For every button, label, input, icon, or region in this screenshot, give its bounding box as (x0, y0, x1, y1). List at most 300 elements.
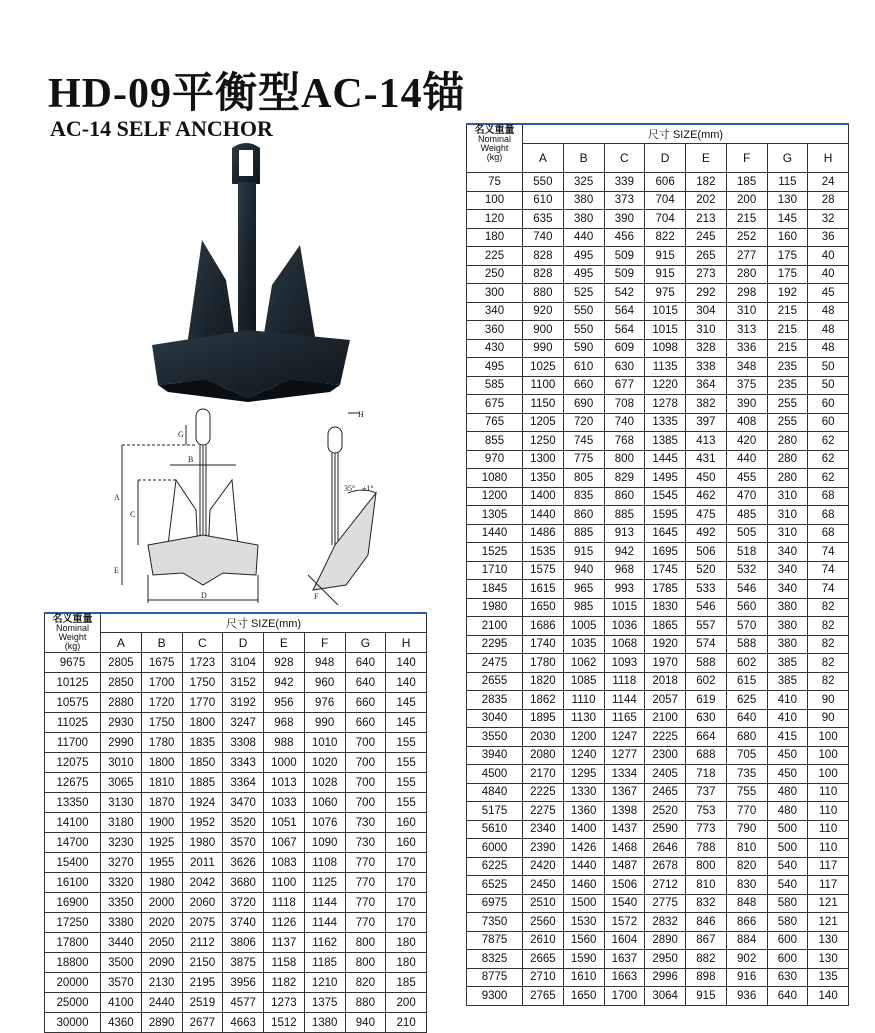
table-row (467, 820, 849, 839)
nominal-weight-en1: Nominal (55, 623, 89, 633)
dimension-cell: 730 (345, 833, 386, 853)
dimension-cell: 1460 (563, 876, 604, 895)
table-row (467, 728, 849, 747)
dimension-cell: 2112 (182, 933, 223, 953)
dimension-cell: 1500 (563, 894, 604, 913)
column-header-c: C (182, 633, 223, 653)
dimension-cell: 965 (563, 580, 604, 599)
dimension-cell: 880 (345, 993, 386, 1013)
dimension-cell: 62 (808, 432, 849, 451)
nominal-weight-cell: 1525 (467, 543, 523, 562)
dimension-cell: 160 (386, 833, 427, 853)
dimension-cell: 822 (645, 228, 686, 247)
dimension-cell: 570 (726, 617, 767, 636)
dimension-cell: 1575 (523, 561, 564, 580)
column-header-g: G (345, 633, 386, 653)
dimension-cell: 1135 (645, 358, 686, 377)
dimension-cell: 848 (726, 894, 767, 913)
dimension-cell: 1220 (645, 376, 686, 395)
dimension-cell: 1820 (523, 672, 564, 691)
dimension-cell: 1723 (182, 653, 223, 673)
dimension-cell: 546 (726, 580, 767, 599)
dimension-cell: 380 (767, 617, 808, 636)
dimension-cell: 130 (808, 950, 849, 969)
dimension-cell: 1015 (645, 302, 686, 321)
dimension-cell: 255 (767, 395, 808, 414)
dimension-cell: 2610 (523, 931, 564, 950)
dimension-cell: 170 (386, 913, 427, 933)
dimension-cell: 182 (686, 173, 727, 192)
dimension-cell: 62 (808, 469, 849, 488)
dimension-cell: 1750 (141, 713, 182, 733)
dimension-cell: 770 (345, 893, 386, 913)
table-row (467, 635, 849, 654)
dimension-cell: 60 (808, 395, 849, 414)
dimension-cell: 615 (726, 672, 767, 691)
dimension-cell: 509 (604, 265, 645, 284)
dimension-cell: 2042 (182, 873, 223, 893)
dimension-cell: 1740 (523, 635, 564, 654)
dimension-cell: 2880 (101, 693, 142, 713)
dimension-cell: 1130 (563, 709, 604, 728)
dimension-cell: 280 (767, 469, 808, 488)
dimension-cell: 680 (726, 728, 767, 747)
dimension-cell: 185 (726, 173, 767, 192)
dimension-cell: 1604 (604, 931, 645, 950)
table-row (467, 691, 849, 710)
dimension-cell: 480 (767, 802, 808, 821)
dimension-cell: 82 (808, 672, 849, 691)
dimension-cell: 1020 (304, 753, 345, 773)
nominal-weight-cell: 75 (467, 173, 523, 192)
dimension-cell: 755 (726, 783, 767, 802)
dimension-cell: 800 (604, 450, 645, 469)
dimension-cell: 2405 (645, 765, 686, 784)
dimension-cell: 3350 (101, 893, 142, 913)
dimension-cell: 790 (726, 820, 767, 839)
table-row (467, 302, 849, 321)
dimension-cell: 500 (767, 820, 808, 839)
dimension-cell: 1980 (141, 873, 182, 893)
dimension-cell: 110 (808, 802, 849, 821)
nominal-weight-en1: Nominal (477, 134, 511, 144)
dimension-cell: 590 (563, 339, 604, 358)
nominal-weight-cell: 2835 (467, 691, 523, 710)
dimension-cell: 385 (767, 654, 808, 673)
dimension-cell: 1158 (264, 953, 305, 973)
dimension-cell: 1398 (604, 802, 645, 821)
dimension-cell: 606 (645, 173, 686, 192)
nominal-weight-cell: 7350 (467, 913, 523, 932)
dimension-cell: 145 (767, 210, 808, 229)
dimension-cell: 2390 (523, 839, 564, 858)
dimension-cell: 688 (686, 746, 727, 765)
nominal-weight-cell: 3040 (467, 709, 523, 728)
nominal-weight-en2: Weight (58, 632, 87, 642)
table-row (467, 395, 849, 414)
table-row (467, 598, 849, 617)
dimension-cell: 968 (604, 561, 645, 580)
dimension-cell: 940 (563, 561, 604, 580)
table-row (45, 693, 427, 713)
spec-table-body (467, 173, 849, 1006)
dimension-cell: 1150 (523, 395, 564, 414)
dimension-cell: 940 (345, 1013, 386, 1033)
dimension-cell: 557 (686, 617, 727, 636)
dimension-cell: 1686 (523, 617, 564, 636)
nominal-weight-cell: 2655 (467, 672, 523, 691)
dimension-cell: 1650 (563, 987, 604, 1006)
dimension-cell: 48 (808, 302, 849, 321)
column-header-d: D (223, 633, 264, 653)
dimension-cell: 540 (767, 857, 808, 876)
dimension-cell: 3308 (223, 733, 264, 753)
dimension-cell: 145 (386, 693, 427, 713)
nominal-weight-cell: 14700 (45, 833, 101, 853)
table-row (45, 813, 427, 833)
table-row (45, 1013, 427, 1033)
dimension-cell: 202 (686, 191, 727, 210)
dimension-cell: 325 (563, 173, 604, 192)
dimension-cell: 440 (563, 228, 604, 247)
dimension-cell: 580 (767, 894, 808, 913)
dimension-cell: 574 (686, 635, 727, 654)
dimension-cell: 373 (604, 191, 645, 210)
nominal-weight-cell: 6975 (467, 894, 523, 913)
nominal-weight-cell: 8325 (467, 950, 523, 969)
dimension-cell: 82 (808, 654, 849, 673)
dimension-cell: 2665 (523, 950, 564, 969)
nominal-weight-cell: 7875 (467, 931, 523, 950)
dimension-cell: 2950 (645, 950, 686, 969)
dimension-cell: 338 (686, 358, 727, 377)
table-row (45, 953, 427, 973)
dimension-cell: 1700 (604, 987, 645, 1006)
dimension-cell: 495 (563, 265, 604, 284)
nominal-weight-cell: 16900 (45, 893, 101, 913)
dimension-cell: 310 (767, 506, 808, 525)
dimension-cell: 3270 (101, 853, 142, 873)
dimension-cell: 956 (264, 693, 305, 713)
dimension-cell: 820 (726, 857, 767, 876)
dimension-cell: 456 (604, 228, 645, 247)
table-row (467, 968, 849, 987)
table-row (467, 987, 849, 1006)
dimension-cell: 1924 (182, 793, 223, 813)
dimension-cell: 968 (264, 713, 305, 733)
table-row (467, 839, 849, 858)
table-row (467, 950, 849, 969)
dimension-cell: 2560 (523, 913, 564, 932)
column-header-d: D (645, 144, 686, 173)
dimension-cell: 1785 (645, 580, 686, 599)
dimension-cell: 2340 (523, 820, 564, 839)
nominal-weight-cell: 8775 (467, 968, 523, 987)
dimension-cell: 533 (686, 580, 727, 599)
dimension-cell: 82 (808, 617, 849, 636)
dimension-cell: 74 (808, 543, 849, 562)
table-row (467, 284, 849, 303)
dimension-cell: 975 (645, 284, 686, 303)
dimension-cell: 492 (686, 524, 727, 543)
dimension-cell: 1437 (604, 820, 645, 839)
dimension-cell: 470 (726, 487, 767, 506)
dimension-cell: 1000 (264, 753, 305, 773)
table-row (45, 853, 427, 873)
dimension-cell: 121 (808, 913, 849, 932)
dimension-cell: 390 (604, 210, 645, 229)
dimension-cell: 339 (604, 173, 645, 192)
dimension-cell: 235 (767, 376, 808, 395)
dimension-cell: 215 (726, 210, 767, 229)
dimension-cell: 340 (767, 561, 808, 580)
nominal-weight-cell: 1980 (467, 598, 523, 617)
column-header-b: B (563, 144, 604, 173)
dimension-cell: 340 (767, 580, 808, 599)
dimension-cell: 121 (808, 894, 849, 913)
dimension-cell: 885 (604, 506, 645, 525)
dimension-cell: 916 (726, 968, 767, 987)
dimension-cell: 509 (604, 247, 645, 266)
table-row (45, 973, 427, 993)
dimension-cell: 2011 (182, 853, 223, 873)
dimension-cell: 3104 (223, 653, 264, 673)
dimension-cell: 380 (563, 191, 604, 210)
dimension-cell: 635 (523, 210, 564, 229)
dimension-cell: 60 (808, 413, 849, 432)
dimension-cell: 810 (726, 839, 767, 858)
dimension-cell: 542 (604, 284, 645, 303)
dimension-cell: 40 (808, 247, 849, 266)
dimension-cell: 1426 (563, 839, 604, 858)
dimension-cell: 770 (345, 873, 386, 893)
dimension-cell: 942 (264, 673, 305, 693)
dimension-cell: 252 (726, 228, 767, 247)
dimension-cell: 1440 (523, 506, 564, 525)
dimension-cell: 90 (808, 691, 849, 710)
dim-label-f: F (314, 592, 319, 601)
dimension-cell: 800 (345, 953, 386, 973)
dimension-cell: 192 (767, 284, 808, 303)
dimension-cell: 1300 (523, 450, 564, 469)
table-row (467, 654, 849, 673)
table-row (467, 876, 849, 895)
dimension-cell: 867 (686, 931, 727, 950)
dimension-cell: 677 (604, 376, 645, 395)
dimension-cell: 1506 (604, 876, 645, 895)
dimension-cell: 1010 (304, 733, 345, 753)
dimension-cell: 2805 (101, 653, 142, 673)
dimension-cell: 832 (686, 894, 727, 913)
dimension-cell: 788 (686, 839, 727, 858)
dim-label-d: D (201, 591, 207, 600)
table-row (467, 931, 849, 950)
dimension-cell: 1093 (604, 654, 645, 673)
dimension-cell: 770 (345, 913, 386, 933)
dimension-cell: 1663 (604, 968, 645, 987)
table-row (467, 376, 849, 395)
dimension-cell: 588 (726, 635, 767, 654)
dimension-cell: 1385 (645, 432, 686, 451)
dimension-cell: 340 (767, 543, 808, 562)
dimension-cell: 942 (604, 543, 645, 562)
dimension-cell: 1185 (304, 953, 345, 973)
dimension-cell: 485 (726, 506, 767, 525)
dimension-cell: 82 (808, 635, 849, 654)
dimension-cell: 3320 (101, 873, 142, 893)
dimension-cell: 737 (686, 783, 727, 802)
dimension-cell: 2510 (523, 894, 564, 913)
dimension-cell: 800 (686, 857, 727, 876)
dimension-cell: 3720 (223, 893, 264, 913)
dimension-cell: 1108 (304, 853, 345, 873)
dimension-cell: 2275 (523, 802, 564, 821)
dimension-cell: 550 (563, 321, 604, 340)
dimension-cell: 2170 (523, 765, 564, 784)
dimension-cell: 3570 (101, 973, 142, 993)
dimension-cell: 1250 (523, 432, 564, 451)
size-header: 尺寸 SIZE(mm) (523, 124, 849, 144)
dimension-cell: 880 (523, 284, 564, 303)
nominal-weight-cell: 360 (467, 321, 523, 340)
nominal-weight-cell: 100 (467, 191, 523, 210)
dimension-cell: 135 (808, 968, 849, 987)
dimension-cell: 2225 (523, 783, 564, 802)
dimension-cell: 2440 (141, 993, 182, 1013)
table-row (467, 672, 849, 691)
dimension-cell: 2710 (523, 968, 564, 987)
dimension-cell: 1745 (645, 561, 686, 580)
dim-label-h: H (358, 410, 364, 419)
table-row (467, 358, 849, 377)
nominal-weight-cell: 10575 (45, 693, 101, 713)
dimension-cell: 936 (726, 987, 767, 1006)
dimension-cell: 36 (808, 228, 849, 247)
dimension-cell: 1595 (645, 506, 686, 525)
dimension-cell: 1650 (523, 598, 564, 617)
dimension-cell: 130 (808, 931, 849, 950)
dimension-cell: 215 (767, 302, 808, 321)
dimension-cell: 1051 (264, 813, 305, 833)
dimension-cell: 2130 (141, 973, 182, 993)
dimension-cell: 1440 (563, 857, 604, 876)
dimension-cell: 560 (726, 598, 767, 617)
dimension-cell: 708 (604, 395, 645, 414)
dimension-cell: 915 (645, 247, 686, 266)
dimension-cell: 1295 (563, 765, 604, 784)
size-header: 尺寸 SIZE(mm) (101, 613, 427, 633)
dimension-cell: 1210 (304, 973, 345, 993)
dimension-cell: 155 (386, 773, 427, 793)
table-row (467, 561, 849, 580)
dimension-cell: 500 (767, 839, 808, 858)
dimension-cell: 700 (345, 793, 386, 813)
table-row (467, 173, 849, 192)
dimension-cell: 1015 (604, 598, 645, 617)
dimension-cell: 245 (686, 228, 727, 247)
table-row (45, 993, 427, 1013)
dimension-cell: 640 (767, 987, 808, 1006)
dimension-cell: 660 (345, 713, 386, 733)
dimension-cell: 1335 (645, 413, 686, 432)
dimension-cell: 1062 (563, 654, 604, 673)
dimension-cell: 1205 (523, 413, 564, 432)
dimension-cell: 310 (767, 524, 808, 543)
dimension-cell: 664 (686, 728, 727, 747)
dimension-cell: 915 (645, 265, 686, 284)
table-row (45, 733, 427, 753)
dimension-cell: 988 (264, 733, 305, 753)
dimension-cell: 1350 (523, 469, 564, 488)
dimension-cell: 1068 (604, 635, 645, 654)
dimension-cell: 160 (386, 813, 427, 833)
dimension-cell: 546 (686, 598, 727, 617)
nominal-weight-cell: 5175 (467, 802, 523, 821)
nominal-weight-cell: 6225 (467, 857, 523, 876)
dim-label-a: A (114, 493, 120, 502)
dimension-cell: 375 (726, 376, 767, 395)
dimension-cell: 48 (808, 321, 849, 340)
dimension-cell: 640 (345, 673, 386, 693)
dimension-cell: 1200 (563, 728, 604, 747)
table-row (467, 228, 849, 247)
dimension-cell: 32 (808, 210, 849, 229)
dimension-cell: 770 (345, 853, 386, 873)
nominal-weight-cell: 855 (467, 432, 523, 451)
table-row (467, 339, 849, 358)
dimension-cell: 532 (726, 561, 767, 580)
dimension-cell: 155 (386, 753, 427, 773)
dimension-cell: 1865 (645, 617, 686, 636)
dimension-cell: 730 (345, 813, 386, 833)
dimension-cell: 382 (686, 395, 727, 414)
dimension-cell: 1512 (264, 1013, 305, 1033)
table-row (45, 933, 427, 953)
nominal-weight-cell: 6000 (467, 839, 523, 858)
dimension-cell: 117 (808, 857, 849, 876)
dimension-cell: 185 (386, 973, 427, 993)
dimension-cell: 3064 (645, 987, 686, 1006)
dimension-cell: 898 (686, 968, 727, 987)
dimension-cell: 1165 (604, 709, 645, 728)
dimension-cell: 3570 (223, 833, 264, 853)
dimension-cell: 100 (808, 746, 849, 765)
table-row (45, 873, 427, 893)
dimension-cell: 810 (686, 876, 727, 895)
dimension-cell: 2060 (182, 893, 223, 913)
dimension-cell: 110 (808, 820, 849, 839)
dimension-cell: 2225 (645, 728, 686, 747)
table-row (467, 450, 849, 469)
dimension-cell: 705 (726, 746, 767, 765)
dim-label-g: G (178, 430, 184, 439)
nominal-weight-cell: 12675 (45, 773, 101, 793)
dimension-cell: 3440 (101, 933, 142, 953)
dimension-cell: 273 (686, 265, 727, 284)
dimension-cell: 660 (345, 693, 386, 713)
dimension-cell: 1900 (141, 813, 182, 833)
dimension-cell: 1005 (563, 617, 604, 636)
dimension-cell: 1590 (563, 950, 604, 969)
dimension-cell: 902 (726, 950, 767, 969)
dimension-cell: 2450 (523, 876, 564, 895)
dimension-cell: 3380 (101, 913, 142, 933)
dimension-cell: 2050 (141, 933, 182, 953)
dimension-cell: 1540 (604, 894, 645, 913)
table-row (45, 753, 427, 773)
dimension-cell: 1535 (523, 543, 564, 562)
dimension-cell: 3470 (223, 793, 264, 813)
